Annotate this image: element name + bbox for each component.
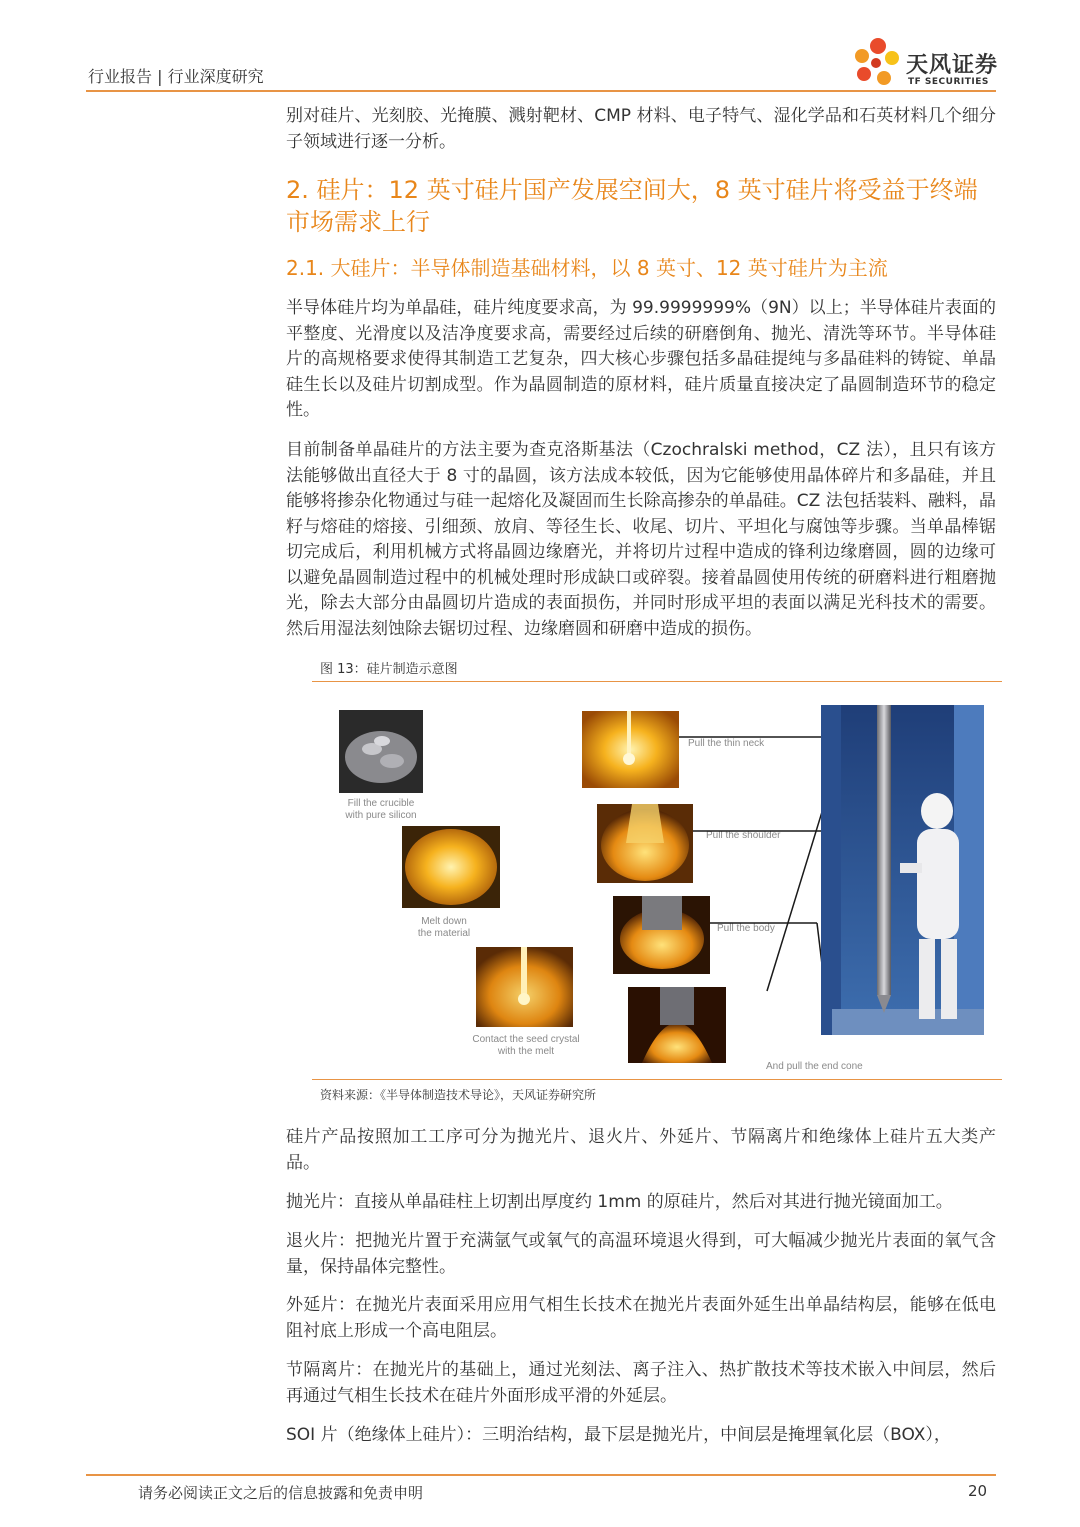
report-category: 行业报告 | 行业深度研究 <box>88 67 264 86</box>
caption-seed-2: with the melt <box>497 1046 555 1057</box>
logo-chinese-name: 天风证券 <box>906 53 999 78</box>
subsection-heading: 2.1. 大硅片：半导体制造基础材料，以 8 英寸、12 英寸硅片为主流 <box>286 256 888 280</box>
figure-bottom-divider <box>312 1079 1002 1080</box>
page-number: 20 <box>968 1482 988 1500</box>
melt-down-photo <box>402 826 500 908</box>
flower-logo-icon <box>850 36 906 90</box>
footer-divider <box>86 1474 996 1476</box>
caption-melt-2: the material <box>417 928 471 939</box>
caption-melt-1: Melt down <box>421 916 467 927</box>
wafer-types-paragraph: 硅片产品按照加工工序可分为抛光片、退火片、外延片、节隔离片和绝缘体上硅片五大类产品。 <box>286 1127 996 1173</box>
shoulder-photo <box>597 804 693 883</box>
body-paragraph-1: 半导体硅片均为单晶硅，硅片纯度要求高，为 99.9999999%（9N）以上；半导体硅片表面的平整度、光滑度以及洁净度要求高，需要经过后续的研磨倒角、抛光、清洗等环节。半导体硅片的高规格要求使得其制造工艺复杂，四大核心步骤包括多晶硅提纯与多晶硅料的铸锭、单晶硅生长以及硅片切割成型。作为晶圆制造的原材料，硅片质量直接决定了晶圆制造环节的稳定性。 <box>286 298 996 420</box>
body-paragraph-2: 目前制备单晶硅片的方法主要为查克洛斯基法（Czochralski method，CZ 法），且只有该方法能够做出直径大于 8 寸的晶圆，该方法成本较低，因为它能够使用晶体碎片和多晶硅，并且能够将掺杂化物通过与硅一起熔化及凝固而生长除高掺杂的单晶硅。CZ 法包括装料、融料，晶籽与熔硅的熔接、引细颈、放肩、等径生长、收尾、切片、平坦化与腐蚀等步骤。当单晶棒锯切完成后，利用机械方式将晶圆边缘磨光，并将切片过程中造成的锋利边缘磨圆，圆的边缘可以避免晶圆制造过程中的机械处理时形成缺口或碎裂。接着晶圆使用传统的研磨料进行粗磨抛光，除去大部分由晶圆切片造成的表面损伤，并同时形成平坦的表面以满足光科技术的需要。然后用湿法刻蚀除去锯切过程、边缘磨圆和研磨中造成的损伤。 <box>286 440 996 639</box>
cleanroom-ingot-photo <box>821 705 984 1035</box>
disclaimer-notice: 请务必阅读正文之后的信息披露和免责申明 <box>138 1484 424 1502</box>
polished-wafer-paragraph: 抛光片：直接从单晶硅柱上切割出厚度约 1mm 的原硅片，然后对其进行抛光镜面加工。 <box>286 1192 953 1212</box>
caption-fill-crucible-1: Fill the crucible <box>347 798 415 809</box>
body-pull-photo <box>613 896 710 974</box>
end-cone-photo <box>628 987 726 1063</box>
caption-shoulder: Pull the shoulder <box>706 830 781 841</box>
header-divider <box>86 90 996 92</box>
wafer-manufacturing-diagram <box>312 683 1002 1079</box>
logo-english-name: TF SECURITIES <box>908 77 989 87</box>
figure-title: 图 13：硅片制造示意图 <box>320 662 458 677</box>
caption-body: Pull the body <box>717 923 775 934</box>
section-heading: 2. 硅片：12 英寸硅片国产发展空间大，8 英寸硅片将受益于终端市场需求上行 <box>286 176 978 236</box>
annealed-wafer-paragraph: 退火片：把抛光片置于充满氩气或氧气的高温环境退火得到，可大幅减少抛光片表面的氧气含量，保持晶体完整性。 <box>286 1231 996 1277</box>
soi-wafer-paragraph: SOI 片（绝缘体上硅片）：三明治结构，最下层是抛光片，中间层是掩埋氧化层（BOX）， <box>286 1425 951 1445</box>
caption-end-cone: And pull the end cone <box>766 1061 863 1072</box>
caption-fill-crucible-2: with pure silicon <box>345 810 417 821</box>
thin-neck-photo <box>582 711 679 788</box>
seed-contact-photo <box>476 947 573 1027</box>
intro-paragraph: 别对硅片、光刻胶、光掩膜、溅射靶材、CMP 材料、电子特气、湿化学品和石英材料几个细分子领域进行逐一分析。 <box>286 106 996 152</box>
crucible-silicon-photo <box>339 710 423 793</box>
figure-top-divider <box>312 681 1002 682</box>
figure-source: 资料来源：《半导体制造技术导论》，天风证券研究所 <box>320 1088 597 1102</box>
caption-thin-neck: Pull the thin neck <box>688 738 765 749</box>
caption-seed-1: Contact the seed crystal <box>472 1034 580 1045</box>
company-logo <box>850 36 1000 90</box>
isolation-wafer-paragraph: 节隔离片：在抛光片的基础上，通过光刻法、离子注入、热扩散技术等技术嵌入中间层，然后再通过气相生长技术在硅片外面形成平滑的外延层。 <box>286 1360 996 1406</box>
epitaxial-wafer-paragraph: 外延片：在抛光片表面采用应用气相生长技术在抛光片表面外延生出单晶结构层，能够在低电阻衬底上形成一个高电阻层。 <box>286 1295 996 1341</box>
